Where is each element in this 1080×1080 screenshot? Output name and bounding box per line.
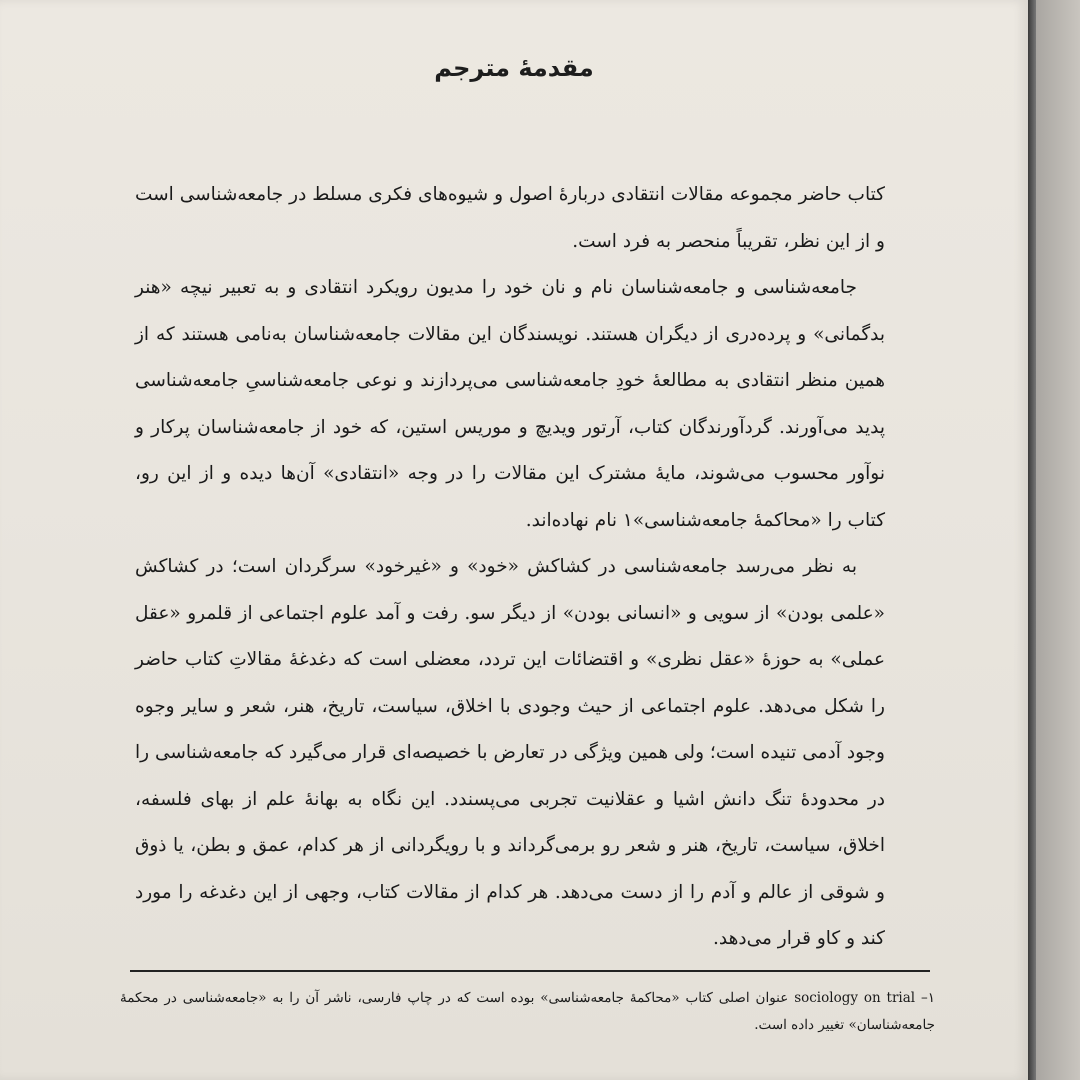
page-title: مقدمهٔ مترجم: [434, 54, 594, 82]
footnote-text: ۱– sociology on trial عنوان اصلی کتاب «محاکمهٔ جامعه‌شناسی» بوده است که در چاپ فارسی، ناشر آن را به «جامعه‌شناسی در محکمهٔ جامعه‌شناسان» تغییر داده است.: [120, 990, 936, 1033]
paragraph-2: جامعه‌شناسی و جامعه‌شناسان نام و نان خود را مدیون رویکرد انتقادی و به تعبیر نیچه «هنر بدگمانی» و پرده‌دری از دیگران هستند. نویسندگان این مقالات جامعه‌شناسان به‌نامی هستند که از همین منظر انتقادی به مطالعهٔ خودِ جامعه‌شناسی می‌پردازند و نوعی جامعه‌شناسیِ جامعه‌شناسی پدید می‌آورند. گردآورندگان کتاب، آرتور ویدیچ و موریس استین، که خود از جامعه‌شناسان پرکار و نوآور محسوب می‌شوند، مایهٔ مشترک این مقالات را در وجه «انتقادی» آن‌ها دیده و از این رو، کتاب را «محاکمهٔ جامعه‌شناسی»۱ نام نهاده‌اند.: [135, 277, 885, 531]
next-page-strip: [1036, 0, 1080, 1080]
body-text: [135, 172, 885, 963]
footnote-divider: [130, 970, 930, 972]
page-edge: [1028, 0, 1036, 1080]
paragraph-3: به نظر می‌رسد جامعه‌شناسی در کشاکش «خود» و «غیرخود» سرگردان است؛ در کشاکش «علمی بودن» از سویی و «انسانی بودن» از دیگر سو. رفت و آمد علوم اجتماعی از قلمرو «عقل عملی» به حوزهٔ «عقل نظری» و اقتضائات این تردد، معضلی است که دغدغهٔ مقالاتِ کتاب حاضر را شکل می‌دهد. علوم اجتماعی از حیث وجودی با اخلاق، سیاست، تاریخ، هنر، شعر و سایر وجوه وجود آدمی تنیده است؛ ولی همین ویژگی در تعارض با خصیصه‌ای قرار می‌گیرد که جامعه‌شناسی را در محدودهٔ تنگ دانش اشیا و عقلانیت تجربی می‌پسندد. این نگاه به بهانهٔ علم از بهای فلسفه، اخلاق، سیاست، تاریخ، هنر و شعر رو برمی‌گرداند و با رویگردانی از هر کدام، عمق و بطن، یا ذوق و شوقی از عالم و آدم را از دست می‌دهد. هر کدام از مقالات کتاب، وجهی از این دغدغه را مورد کند و کاو قرار می‌دهد.: [135, 556, 885, 949]
paragraph-1: کتاب حاضر مجموعه مقالات انتقادی دربارهٔ اصول و شیوه‌های فکری مسلط در جامعه‌شناسی است و از این نظر، تقریباً منحصر به فرد است.: [135, 184, 885, 252]
footnote: [120, 985, 935, 1039]
